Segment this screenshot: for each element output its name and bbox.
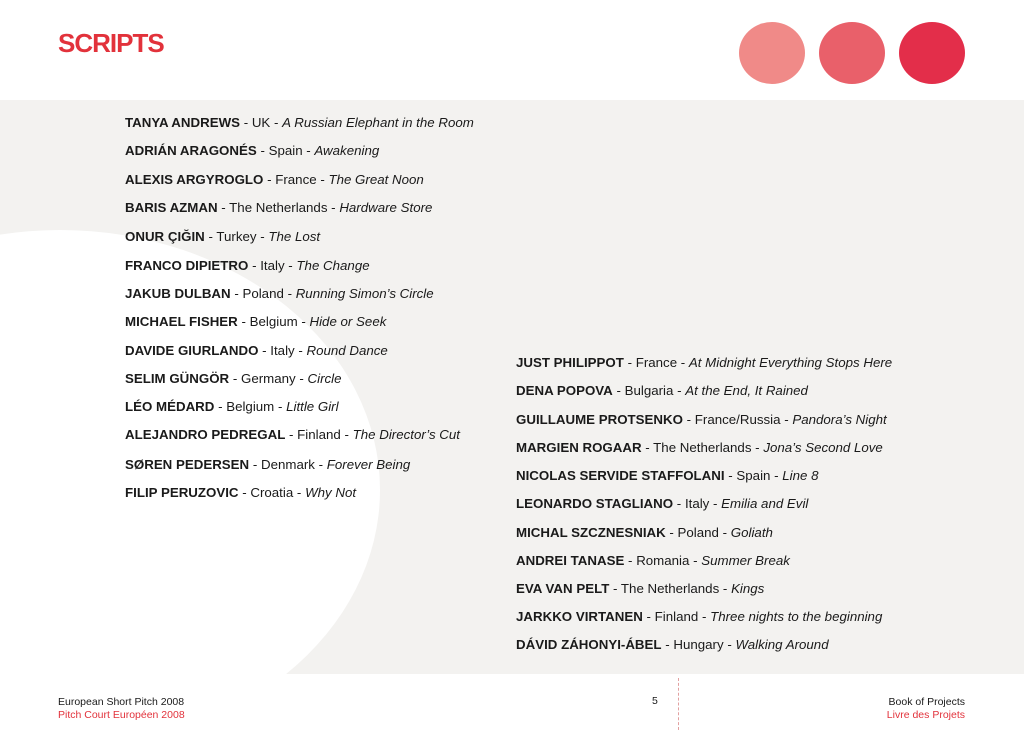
script-entry: LÉO MÉDARD - Belgium - Little Girl <box>125 399 339 414</box>
script-entry: JUST PHILIPPOT - France - At Midnight Everything Stops Here <box>516 355 893 370</box>
author-name: JARKKO VIRTANEN <box>516 609 643 624</box>
author-name: NICOLAS SERVIDE STAFFOLANI <box>516 468 725 483</box>
author-name: GUILLAUME PROTSENKO <box>516 412 683 427</box>
author-name: JUST PHILIPPOT <box>516 355 624 370</box>
author-country: France/Russia <box>694 412 781 427</box>
script-entry: DÁVID ZÁHONYI-ÁBEL - Hungary - Walking Around <box>516 637 829 652</box>
script-entry: EVA VAN PELT - The Netherlands - Kings <box>516 581 765 596</box>
script-entry: ADRIÁN ARAGONÉS - Spain - Awakening <box>125 143 380 158</box>
decorative-circle-medium <box>819 22 885 84</box>
script-title: Circle <box>307 371 342 386</box>
decorative-circle-light <box>739 22 805 84</box>
author-name: ALEXIS ARGYROGLO <box>125 172 264 187</box>
author-name: SELIM GÜNGÖR <box>125 371 230 386</box>
script-entry: ALEJANDRO PEDREGAL - Finland - The Director’s Cut <box>125 427 461 442</box>
author-country: The Netherlands <box>229 200 328 215</box>
script-entry: BARIS AZMAN - The Netherlands - Hardware Store <box>125 200 433 215</box>
script-title: The Change <box>296 258 370 273</box>
script-entry: DENA POPOVA - Bulgaria - At the End, It Rained <box>516 383 808 398</box>
script-entry: MICHAEL FISHER - Belgium - Hide or Seek <box>125 314 387 329</box>
author-country: Germany <box>241 371 296 386</box>
script-title: Awakening <box>314 143 380 158</box>
author-country: Denmark <box>260 457 315 472</box>
author-name: LÉO MÉDARD <box>125 399 215 414</box>
script-entry: MARGIEN ROGAAR - The Netherlands - Jona’s Second Love <box>516 440 883 455</box>
script-title: Summer Break <box>701 553 790 568</box>
author-name: ADRIÁN ARAGONÉS <box>125 143 257 158</box>
script-entry: NICOLAS SERVIDE STAFFOLANI - Spain - Line 8 <box>516 468 819 483</box>
author-country: UK <box>251 115 271 130</box>
script-entry: ANDREI TANASE - Romania - Summer Break <box>516 553 790 568</box>
page-header <box>0 0 1024 100</box>
author-name: FILIP PERUZOVIC <box>125 485 239 500</box>
footer-book-title-french: Livre des Projets <box>886 709 965 721</box>
script-title: The Director’s Cut <box>352 427 461 442</box>
script-title: The Lost <box>268 229 321 244</box>
author-name: MARGIEN ROGAAR <box>516 440 642 455</box>
footer-divider <box>678 678 679 730</box>
author-name: ALEJANDRO PEDREGAL <box>125 427 286 442</box>
author-name: MICHAL SZCZNESNIAK <box>516 525 666 540</box>
script-title: Walking Around <box>735 637 829 652</box>
author-name: BARIS AZMAN <box>125 200 218 215</box>
script-entry: JARKKO VIRTANEN - Finland - Three nights to the beginning <box>516 609 883 624</box>
author-country: Hungary <box>673 637 724 652</box>
author-name: DAVIDE GIURLANDO <box>125 343 259 358</box>
script-title: Hardware Store <box>339 200 433 215</box>
author-country: Bulgaria <box>624 383 674 398</box>
author-country: Turkey <box>216 229 257 244</box>
script-title: Three nights to the beginning <box>710 609 883 624</box>
author-country: Italy <box>684 496 710 511</box>
author-name: ONUR ÇIĞIN <box>125 229 205 244</box>
author-country: Poland <box>677 525 719 540</box>
script-title: A Russian Elephant in the Room <box>282 115 474 130</box>
script-title: The Great Noon <box>328 172 424 187</box>
author-country: Belgium <box>226 399 275 414</box>
author-name: ANDREI TANASE <box>516 553 625 568</box>
author-name: MICHAEL FISHER <box>125 314 238 329</box>
author-country: Croatia <box>250 485 294 500</box>
author-country: Italy <box>260 258 285 273</box>
script-title: Goliath <box>730 525 773 540</box>
script-entry: DAVIDE GIURLANDO - Italy - Round Dance <box>125 343 388 358</box>
page-number: 5 <box>652 695 658 707</box>
script-entry: FILIP PERUZOVIC - Croatia - Why Not <box>125 485 357 500</box>
author-name: LEONARDO STAGLIANO <box>516 496 674 511</box>
script-entry: ALEXIS ARGYROGLO - France - The Great Noon <box>125 172 424 187</box>
author-country: The Netherlands <box>620 581 720 596</box>
script-entry: FRANCO DIPIETRO - Italy - The Change <box>125 258 370 273</box>
script-entry: GUILLAUME PROTSENKO - France/Russia - Pandora’s Night <box>516 412 887 427</box>
script-entry: ONUR ÇIĞIN - Turkey - The Lost <box>125 229 321 244</box>
footer-event-name: European Short Pitch 2008 <box>58 696 185 708</box>
author-name: JAKUB DULBAN <box>125 286 231 301</box>
author-name: EVA VAN PELT <box>516 581 610 596</box>
page-title: SCRIPTS <box>58 28 164 58</box>
page-footer <box>0 674 1024 734</box>
script-title: Little Girl <box>286 399 339 414</box>
footer-event-name-french: Pitch Court Européen 2008 <box>58 709 185 721</box>
author-country: Poland <box>242 286 284 301</box>
author-country: Spain <box>736 468 771 483</box>
script-title: Forever Being <box>326 457 411 472</box>
author-country: France <box>635 355 678 370</box>
author-country: Finland <box>297 427 341 442</box>
author-country: Italy <box>270 343 295 358</box>
author-country: Spain <box>268 143 303 158</box>
script-entry: TANYA ANDREWS - UK - A Russian Elephant in the Room <box>125 115 474 130</box>
author-country: Finland <box>654 609 699 624</box>
decorative-circle-dark <box>899 22 965 84</box>
script-title: Why Not <box>305 485 357 500</box>
script-title: At Midnight Everything Stops Here <box>688 355 893 370</box>
footer-book-title: Book of Projects <box>888 696 965 708</box>
script-title: Round Dance <box>306 343 388 358</box>
script-title: Hide or Seek <box>309 314 387 329</box>
script-title: Line 8 <box>782 468 819 483</box>
author-country: Belgium <box>249 314 298 329</box>
script-title: Emilia and Evil <box>721 496 809 511</box>
script-entry: JAKUB DULBAN - Poland - Running Simon’s Circle <box>125 286 434 301</box>
author-name: DÁVID ZÁHONYI-ÁBEL <box>516 637 662 652</box>
author-name: DENA POPOVA <box>516 383 613 398</box>
script-title: Jona’s Second Love <box>763 440 883 455</box>
author-name: FRANCO DIPIETRO <box>125 258 249 273</box>
script-entry: SELIM GÜNGÖR - Germany - Circle <box>125 371 342 386</box>
script-title: Pandora’s Night <box>792 412 887 427</box>
script-entry: MICHAL SZCZNESNIAK - Poland - Goliath <box>516 525 773 540</box>
script-entry: SØREN PEDERSEN - Denmark - Forever Being <box>125 457 411 472</box>
author-country: Romania <box>636 553 690 568</box>
script-title: Running Simon’s Circle <box>295 286 434 301</box>
script-entry: LEONARDO STAGLIANO - Italy - Emilia and Evil <box>516 496 809 511</box>
author-name: SØREN PEDERSEN <box>125 457 250 472</box>
author-country: France <box>275 172 317 187</box>
script-title: Kings <box>731 581 765 596</box>
author-name: TANYA ANDREWS <box>125 115 240 130</box>
author-country: The Netherlands <box>653 440 752 455</box>
script-title: At the End, It Rained <box>685 383 808 398</box>
